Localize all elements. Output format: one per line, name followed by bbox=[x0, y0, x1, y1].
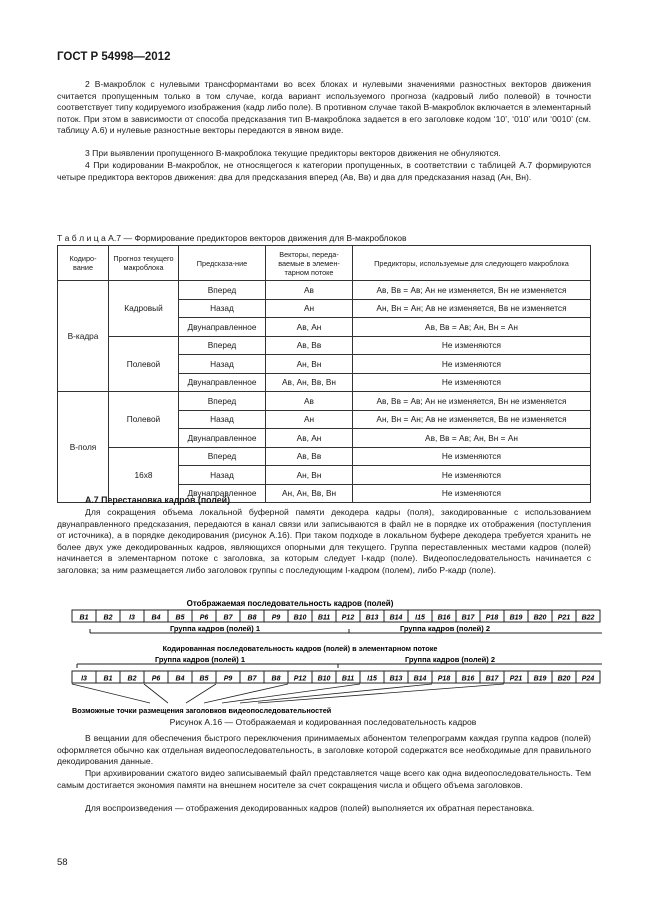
frame-label: B22 bbox=[581, 614, 595, 622]
header-points-label: Возможные точки размещения заголовков видеопоследовательностей bbox=[72, 706, 332, 715]
frame-label: B14 bbox=[413, 675, 427, 683]
frame-label: I15 bbox=[415, 614, 425, 622]
frame-label: B2 bbox=[127, 675, 137, 683]
cell-prediction: Назад bbox=[179, 466, 266, 485]
cell-predictors: Ан, Вн = Ан; Ав не изменяется, Вв не изменяется bbox=[353, 299, 591, 318]
cell-vectors: Ав, Ан, Вв, Вн bbox=[266, 373, 353, 392]
cell-prediction: Назад bbox=[179, 410, 266, 429]
frame-label: B20 bbox=[557, 675, 571, 683]
cell-prediction: Вперед bbox=[179, 281, 266, 300]
cell-predictors: Ав, Вв = Ав; Ан, Вн = Ан bbox=[353, 429, 591, 448]
display-group-2: Группа кадров (полей) 2 bbox=[399, 624, 491, 633]
display-group-1: Группа кадров (полей) 1 bbox=[169, 624, 261, 633]
frame-label: P21 bbox=[509, 675, 523, 683]
section-text: Для сокращения объема локальной буферной памяти декодера кадры (поля), закодированные с использованием двунаправленного предсказания, передаются в канал связи или записываются в файл не в порядке их отображения (поступления от источника), а в порядке декодирования (рисунок А.16). При таком подходе в локальном буфере декодера требуется хранить не более двух уже декодированных кадров, являющихся опорными для текущего. Группа переставленных местами кадров (полей) начинается в элементарном потоке с заголовка, за которым следует I-кадр (поле). Видеопоследовательность начинается с заголовка; за ним размещается либо заголовок группы с последующим I-кадром (полем), либо P-кадр (поле). bbox=[57, 507, 591, 575]
note-3: 3 При выявлении пропущенного B-макроблока текущие предикторы векторов движения не обнуляются. bbox=[85, 148, 501, 158]
cell-vectors: Ан, Вн bbox=[266, 355, 353, 374]
cell-forecast: Полевой bbox=[109, 336, 179, 392]
frame-label: B20 bbox=[533, 614, 547, 622]
coded-group-2: Группа кадров (полей) 2 bbox=[404, 655, 496, 664]
frame-label: B4 bbox=[175, 675, 185, 683]
frame-label: B17 bbox=[461, 614, 475, 622]
frame-label: P12 bbox=[341, 614, 355, 622]
frame-label: B11 bbox=[317, 614, 331, 622]
frame-label: B10 bbox=[293, 614, 307, 622]
table-header-row bbox=[58, 246, 591, 281]
cell-prediction: Вперед bbox=[179, 447, 266, 466]
frame-label: B7 bbox=[223, 614, 233, 622]
coded-seq-title: Кодированная последовательность кадров (полей) в элементарном потоке bbox=[162, 644, 438, 653]
frame-label: P12 bbox=[293, 675, 307, 683]
frame-label: B19 bbox=[509, 614, 523, 622]
frame-label: I3 bbox=[129, 614, 135, 622]
frame-label: B1 bbox=[103, 675, 113, 683]
frame-label: P9 bbox=[223, 675, 233, 683]
cell-prediction: Назад bbox=[179, 355, 266, 374]
cell-coding: B-кадра bbox=[58, 281, 109, 392]
cell-predictors: Не изменяются bbox=[353, 373, 591, 392]
after-paragraph-1: В вещании для обеспечения быстрого переключения принимаемых абонентом телепрограмм каждая группа кадров (полей) оформляется обычно как отдельная видеопоследовательность, в заголовке которой содержатся все необходимые для правильного декодирования данные. bbox=[57, 733, 591, 766]
col-forecast: Прогноз текущего макроблока bbox=[109, 246, 179, 281]
note-2: 2 B-макроблок с нулевыми трансформантами во всех блоках и нулевыми значениями разностных векторов движения считается пропущенным только в том случае, когда вариант используемого прогноза (кадровый либо полевой) в точности соответствует типу кодируемого изображения (кадр либо поле). В противном случае такой B-макроблок включается в элементарный поток. При этом в зависимости от способа предсказания тип B-макроблока задается в его заголовке кодом ‘10’, ‘010’ или ‘0010’ (см. таблицу А.6) и нулевые разностные векторы передаются в явном виде. bbox=[57, 79, 591, 135]
frame-label: P6 bbox=[151, 675, 161, 683]
pointer-arrow bbox=[186, 684, 216, 703]
cell-vectors: Ан, Ан, Вв, Вн bbox=[266, 484, 353, 503]
frame-label: B4 bbox=[151, 614, 161, 622]
cell-predictors: Не изменяются bbox=[353, 447, 591, 466]
frame-label: P9 bbox=[271, 614, 281, 622]
cell-vectors: Ав bbox=[266, 281, 353, 300]
cell-vectors: Ав, Вв bbox=[266, 336, 353, 355]
cell-predictors: Ан, Вн = Ан; Ав не изменяется, Вв не изменяется bbox=[353, 410, 591, 429]
cell-vectors: Ав, Вв bbox=[266, 447, 353, 466]
cell-predictors: Ав, Вв = Ав; Ан, Вн = Ан bbox=[353, 318, 591, 337]
frame-label: B19 bbox=[533, 675, 547, 683]
cell-vectors: Ав bbox=[266, 392, 353, 411]
frame-label: B16 bbox=[437, 614, 451, 622]
pointer-arrow bbox=[144, 684, 168, 703]
cell-prediction: Вперед bbox=[179, 392, 266, 411]
cell-prediction: Двунаправленное bbox=[179, 373, 266, 392]
table-caption: Т а б л и ц а А.7 — Формирование предикторов векторов движения для B-макроблоков bbox=[57, 233, 407, 243]
col-prediction: Предсказа-ние bbox=[179, 246, 266, 281]
frame-label: B13 bbox=[389, 675, 403, 683]
cell-prediction: Двунаправленное bbox=[179, 484, 266, 503]
col-vectors: Векторы, переда-ваемые в элемен-тарном потоке bbox=[266, 246, 353, 281]
cell-forecast: 16x8 bbox=[109, 447, 179, 503]
pointer-arrow bbox=[258, 684, 504, 703]
cell-prediction: Назад bbox=[179, 299, 266, 318]
frame-label: B17 bbox=[485, 675, 499, 683]
cell-predictors: Не изменяются bbox=[353, 484, 591, 503]
section-title: А.7 Перестановка кадров (полей) bbox=[85, 495, 231, 505]
frame-label: I15 bbox=[367, 675, 377, 683]
cell-vectors: Ан, Вн bbox=[266, 466, 353, 485]
frame-label: P24 bbox=[581, 675, 595, 683]
pointer-arrow bbox=[204, 684, 288, 703]
cell-coding: B-поля bbox=[58, 392, 109, 503]
figure-a16 bbox=[0, 595, 646, 715]
frame-label: P21 bbox=[557, 614, 571, 622]
frame-label: B8 bbox=[271, 675, 281, 683]
frame-label: B5 bbox=[175, 614, 185, 622]
frame-label: P6 bbox=[199, 614, 209, 622]
frame-label: I3 bbox=[81, 675, 87, 683]
frame-label: B11 bbox=[341, 675, 355, 683]
predictor-table bbox=[57, 245, 591, 503]
figure-caption: Рисунок А.16 — Отображаемая и кодированная последовательность кадров bbox=[169, 717, 477, 727]
cell-vectors: Ав, Ан bbox=[266, 318, 353, 337]
cell-prediction: Вперед bbox=[179, 336, 266, 355]
frame-label: B7 bbox=[247, 675, 257, 683]
document-header: ГОСТ Р 54998—2012 bbox=[57, 51, 171, 63]
frame-label: P18 bbox=[437, 675, 451, 683]
col-coding: Кодиро-вание bbox=[58, 246, 109, 281]
cell-prediction: Двунаправленное bbox=[179, 429, 266, 448]
table-row bbox=[58, 392, 591, 411]
frame-label: B1 bbox=[79, 614, 89, 622]
cell-vectors: Ав, Ан bbox=[266, 429, 353, 448]
table-row bbox=[58, 281, 591, 300]
cell-predictors: Не изменяются bbox=[353, 466, 591, 485]
cell-vectors: Ан bbox=[266, 410, 353, 429]
cell-predictors: Ав, Вв = Ав; Ан не изменяется, Вн не изменяется bbox=[353, 281, 591, 300]
frame-label: B8 bbox=[247, 614, 257, 622]
after-paragraph-3: Для воспроизведения — отображения декодированных кадров (полей) выполняется их обратная перестановка. bbox=[85, 803, 535, 813]
page-number: 58 bbox=[57, 857, 68, 868]
frame-label: B14 bbox=[389, 614, 403, 622]
note-4: 4 При кодировании B-макроблок, не относящегося к категории пропущенных, в соответствии с таблицей А.7 формируются четыре предиктора векторов движения: два для предсказания вперед (Ав, Вв) и два для предсказания назад (Ан, Вн). bbox=[57, 160, 591, 182]
cell-forecast: Кадровый bbox=[109, 281, 179, 337]
frame-label: B5 bbox=[199, 675, 209, 683]
cell-vectors: Ан bbox=[266, 299, 353, 318]
cell-predictors: Ав, Вв = Ав; Ан не изменяется, Вн не изменяется bbox=[353, 392, 591, 411]
cell-predictors: Не изменяются bbox=[353, 355, 591, 374]
after-paragraph-2: При архивировании сжатого видео записываемый файл представляется чаще всего как одна видеопоследовательность. Тем самым достигается экономия памяти на внешнем носителе за счет сокращения числа и общего объема заголовков. bbox=[57, 768, 591, 790]
frame-label: B10 bbox=[317, 675, 331, 683]
pointer-arrow bbox=[240, 684, 432, 703]
cell-prediction: Двунаправленное bbox=[179, 318, 266, 337]
frame-label: B16 bbox=[461, 675, 475, 683]
cell-predictors: Не изменяются bbox=[353, 336, 591, 355]
frame-label: B13 bbox=[365, 614, 379, 622]
display-seq-title: Отображаемая последовательность кадров (полей) bbox=[186, 599, 394, 608]
frame-label: P18 bbox=[485, 614, 499, 622]
table-row bbox=[58, 447, 591, 466]
coded-group-1: Группа кадров (полей) 1 bbox=[154, 655, 246, 664]
frame-label: B2 bbox=[103, 614, 113, 622]
table-row bbox=[58, 336, 591, 355]
col-predictors: Предикторы, используемые для следующего макроблока bbox=[353, 246, 591, 281]
cell-forecast: Полевой bbox=[109, 392, 179, 448]
pointer-arrow bbox=[72, 684, 150, 703]
